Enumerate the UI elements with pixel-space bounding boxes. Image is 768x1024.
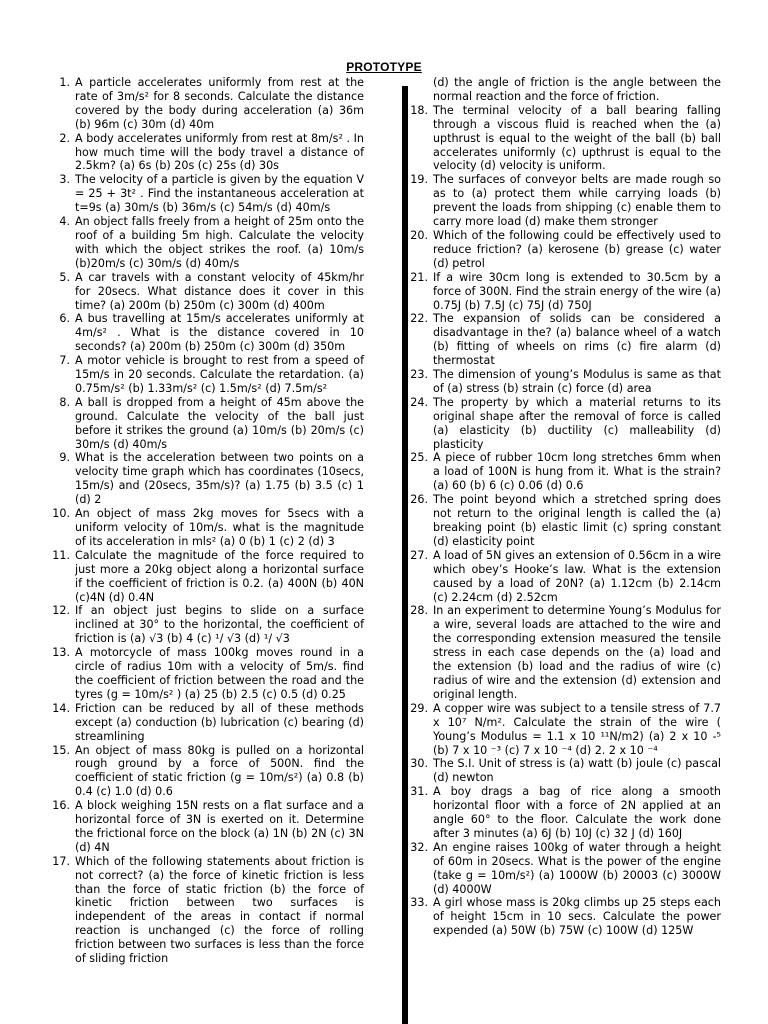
question-text: A body accelerates uniformly from rest at 8m/s² . In how much time will the body travel a distance of 2.5km? (a) 6s (b) 20s (c) 25s (d) 30s bbox=[75, 131, 364, 173]
question-text: A motor vehicle is brought to rest from a speed of 15m/s in 20 seconds. Calculate the retardation. (a) 0.75m/s² (b) 1.33m/s² (c) 1.5m/s² (d) 7.5m/s² bbox=[75, 354, 364, 395]
question-text: An object of mass 2kg moves for 5secs with a uniform velocity of 10m/s. what is the magnitude of its acceleration in mls² (a) 0 (b) 1 (c) 2 (d) 3 bbox=[75, 507, 364, 548]
question-number: 2. bbox=[59, 131, 70, 145]
question-12 bbox=[44, 604, 364, 646]
question-text: An object of mass 80kg is pulled on a horizontal rough ground by a force of 500N. find the coefficient of static friction (g = 10m/s²) (a) 0.8 (b) 0.4 (c) 1.0 (d) 0.6 bbox=[75, 743, 364, 799]
right-column bbox=[405, 76, 721, 938]
question-31 bbox=[405, 785, 721, 841]
question-number: 18. bbox=[410, 103, 428, 117]
question-number: 8. bbox=[59, 395, 70, 409]
question-number: 33. bbox=[410, 896, 428, 910]
question-number: 16. bbox=[52, 799, 70, 813]
question-text: A load of 5N gives an extension of 0.56cm in a wire which obey’s Hooke’s law. What is the extension caused by a load of 20N? (a) 1.12cm (b) 2.14cm (c) 2.24cm (d) 2.52cm bbox=[433, 548, 721, 604]
question-14 bbox=[44, 702, 364, 744]
question-1 bbox=[44, 76, 364, 132]
question-number: 4. bbox=[59, 215, 70, 229]
question-7 bbox=[44, 354, 364, 396]
question-text: What is the acceleration between two points on a velocity time graph which has coordinates (10secs, 15m/s) and (20secs, 35m/s)? (a) 1.75 (b) 3.5 (c) 1 (d) 2 bbox=[75, 451, 364, 507]
question-8 bbox=[44, 396, 364, 452]
question-number: 24. bbox=[410, 395, 428, 409]
question-25 bbox=[405, 451, 721, 493]
question-17 bbox=[44, 855, 364, 966]
question-text: A girl whose mass is 20kg climbs up 25 steps each of height 15cm in 10 secs. Calculate the power expended (a) 50W (b) 75W (c) 100W (d) 125W bbox=[433, 896, 721, 938]
question-text: The surfaces of conveyor belts are made rough so as to (a) protect them while carrying loads (b) prevent the loads from shipping (c) enable them to carry more load (d) make them stronger bbox=[433, 173, 721, 229]
question-text: A copper wire was subject to a tensile stress of 7.7 x 10⁷ N/m². Calculate the strain of the wire ( Young’s Modulus = 1.1 x 10 ¹¹N/m2) (a) 2 x 10 -⁵ (b) 7 x 10 ⁻³ (c) 7 x 10 ⁻⁴ (d) 2. 2 x 10 ⁻⁴ bbox=[433, 701, 721, 757]
page-title: PROTOTYPE bbox=[346, 60, 422, 74]
question-number: 11. bbox=[52, 548, 70, 562]
question-23 bbox=[405, 368, 721, 396]
question-text: If an object just begins to slide on a surface inclined at 30° to the horizontal, the coefficient of friction is (a) √3 (b) 4 (c) ¹/ √3 (d) ¹/ √3 bbox=[75, 604, 364, 646]
question-33 bbox=[405, 896, 721, 938]
question-text: An engine raises 100kg of water through a height of 60m in 20secs. What is the power of the engine (take g = 10m/s²) (a) 1000W (b) 20003 (c) 3000W (d) 4000W bbox=[433, 840, 721, 896]
question-15 bbox=[44, 744, 364, 800]
question-number: 10. bbox=[52, 507, 70, 521]
question-27 bbox=[405, 549, 721, 605]
question-number: 7. bbox=[59, 354, 70, 368]
question-9 bbox=[44, 451, 364, 507]
question-text: Which of the following statements about friction is not correct? (a) the force of kinetic friction is less than the force of static friction (b) the force of kinetic friction between two surfaces is independent of the areas in contact if normal reaction is unchanged (c) the force of rolling friction between two surfaces is less than the force of sliding friction bbox=[75, 854, 364, 966]
question-text: A block weighing 15N rests on a flat surface and a horizontal force of 3N is exerted on it. Determine the frictional force on the block (a) 1N (b) 2N (c) 3N (d) 4N bbox=[75, 799, 364, 854]
question-text: The terminal velocity of a ball bearing falling through a viscous fluid is reached when the (a) upthrust is equal to the weight of the ball (b) ball accelerates uniformly (c) upthrust is equal to the velocity (d) velocity is uniform. bbox=[433, 103, 721, 173]
question-number: 29. bbox=[410, 701, 428, 715]
question-number: 32. bbox=[410, 840, 428, 854]
question-19 bbox=[405, 173, 721, 229]
question-number: 31. bbox=[410, 785, 428, 799]
question-text: The property by which a material returns to its original shape after the removal of force is called (a) elasticity (b) ductility (c) malleability (d) plasticity bbox=[433, 395, 721, 451]
question-text: The S.I. Unit of stress is (a) watt (b) joule (c) pascal (d) newton bbox=[433, 757, 721, 785]
question-number: 23. bbox=[410, 368, 428, 382]
question-text: A bus travelling at 15m/s accelerates uniformly at 4m/s² . What is the distance covered in 10 seconds? (a) 200m (b) 250m (c) 300m (d) 350m bbox=[75, 312, 364, 354]
question-number: 13. bbox=[52, 646, 70, 660]
question-24 bbox=[405, 396, 721, 452]
question-text: A motorcycle of mass 100kg moves round in a circle of radius 10m with a velocity of 5m/s. find the coefficient of friction between the road and the tyres (g = 10m/s² ) (a) 25 (b) 2.5 (c) 0.5 (d) 0.25 bbox=[75, 646, 364, 701]
question-text: If a wire 30cm long is extended to 30.5cm by a force of 300N. Find the strain energy of the wire (a) 0.75J (b) 7.5J (c) 75J (d) 750J bbox=[433, 270, 721, 312]
question-number: 26. bbox=[410, 493, 428, 507]
question-21 bbox=[405, 271, 721, 313]
question-number: 5. bbox=[59, 270, 70, 284]
question-number: 9. bbox=[59, 451, 70, 465]
question-20 bbox=[405, 229, 721, 271]
question-number: 1. bbox=[59, 76, 70, 89]
question-28 bbox=[405, 604, 721, 701]
question-number: 21. bbox=[410, 270, 428, 284]
question-number: 19. bbox=[410, 173, 428, 187]
question-text: The dimension of young’s Modulus is same as that of (a) stress (b) strain (c) force (d) area bbox=[433, 368, 721, 395]
question-text: The point beyond which a stretched spring does not return to the original length is called the (a) breaking point (b) elastic limit (c) spring constant (d) elasticity point bbox=[433, 493, 721, 548]
question-number: 28. bbox=[410, 604, 428, 618]
question-number: 17. bbox=[52, 854, 70, 868]
question-4 bbox=[44, 215, 364, 271]
question-5 bbox=[44, 271, 364, 313]
question-6 bbox=[44, 312, 364, 354]
question-18 bbox=[405, 104, 721, 174]
question-2 bbox=[44, 132, 364, 174]
question-29 bbox=[405, 702, 721, 758]
question-number: 12. bbox=[52, 604, 70, 618]
question-text: A piece of rubber 10cm long stretches 6mm when a load of 100N is hung from it. What is the strain? (a) 60 (b) 6 (c) 0.06 (d) 0.6 bbox=[433, 451, 721, 493]
question-number: 6. bbox=[59, 312, 70, 326]
question-22 bbox=[405, 312, 721, 368]
question-text: The velocity of a particle is given by the equation V = 25 + 3t² . Find the instantaneous acceleration at t=9s (a) 30m/s (b) 36m/s (c) 54m/s (d) 40m/s bbox=[75, 173, 364, 215]
question-32 bbox=[405, 841, 721, 897]
question-number: 15. bbox=[52, 743, 70, 757]
question-11 bbox=[44, 549, 364, 605]
question-text: Which of the following could be effectively used to reduce friction? (a) kerosene (b) grease (c) water (d) petrol bbox=[433, 228, 721, 270]
question-16 bbox=[44, 799, 364, 855]
question-text: Calculate the magnitude of the force required to just more a 20kg object along a horizontal surface if the coefficient of friction is 0.2. (a) 400N (b) 40N (c)4N (d) 0.4N bbox=[75, 548, 364, 604]
question-26 bbox=[405, 493, 721, 549]
question-number: 27. bbox=[410, 548, 428, 562]
question-13 bbox=[44, 646, 364, 702]
question-text: In an experiment to determine Young’s Modulus for a wire, several loads are attached to the wire and the corresponding extension measured the tensile stress in each case depends on the (a) load and the extension (b) load and the radius of wire (c) radius of wire and the extension (d) extension and original length. bbox=[433, 604, 721, 701]
question-text: An object falls freely from a height of 25m onto the roof of a building 5m high. Calculate the velocity with which the object strikes the roof. (a) 10m/s (b)20m/s (c) 30m/s (d) 40m/s bbox=[75, 215, 364, 270]
question-text: A boy drags a bag of rice along a smooth horizontal floor with a force of 2N applied at an angle 60° to the floor. Calculate the work done after 3 minutes (a) 6J (b) 10J (c) 32 J (d) 160J bbox=[433, 785, 721, 840]
question-30 bbox=[405, 757, 721, 785]
question-number: 3. bbox=[59, 173, 70, 187]
question-17-continuation: (d) the angle of friction is the angle between the normal reaction and the force of friction. bbox=[433, 76, 721, 103]
question-text: A car travels with a constant velocity of 45km/hr for 20secs. What distance does it cover in this time? (a) 200m (b) 250m (c) 300m (d) 400m bbox=[75, 270, 364, 312]
question-number: 14. bbox=[52, 701, 70, 715]
question-number: 30. bbox=[410, 757, 428, 771]
question-number: 20. bbox=[410, 228, 428, 242]
question-number: 22. bbox=[410, 312, 428, 326]
question-text: The expansion of solids can be considered a disadvantage in the? (a) balance wheel of a watch (b) fitting of wheels on rims (c) fire alarm (d) thermostat bbox=[433, 312, 721, 368]
question-text: A ball is dropped from a height of 45m above the ground. Calculate the velocity of the ball just before it strikes the ground (a) 10m/s (b) 20m/s (c) 30m/s (d) 40m/s bbox=[75, 395, 364, 451]
left-column bbox=[44, 76, 364, 966]
question-number: 25. bbox=[410, 451, 428, 465]
question-text: A particle accelerates uniformly from rest at the rate of 3m/s² for 8 seconds. Calculate the distance covered by the body during acceleration (a) 36m (b) 96m (c) 30m (d) 40m bbox=[75, 76, 364, 131]
question-text: Friction can be reduced by all of these methods except (a) conduction (b) lubrication (c) bearing (d) streamlining bbox=[75, 701, 364, 743]
question-3 bbox=[44, 173, 364, 215]
question-10 bbox=[44, 507, 364, 549]
